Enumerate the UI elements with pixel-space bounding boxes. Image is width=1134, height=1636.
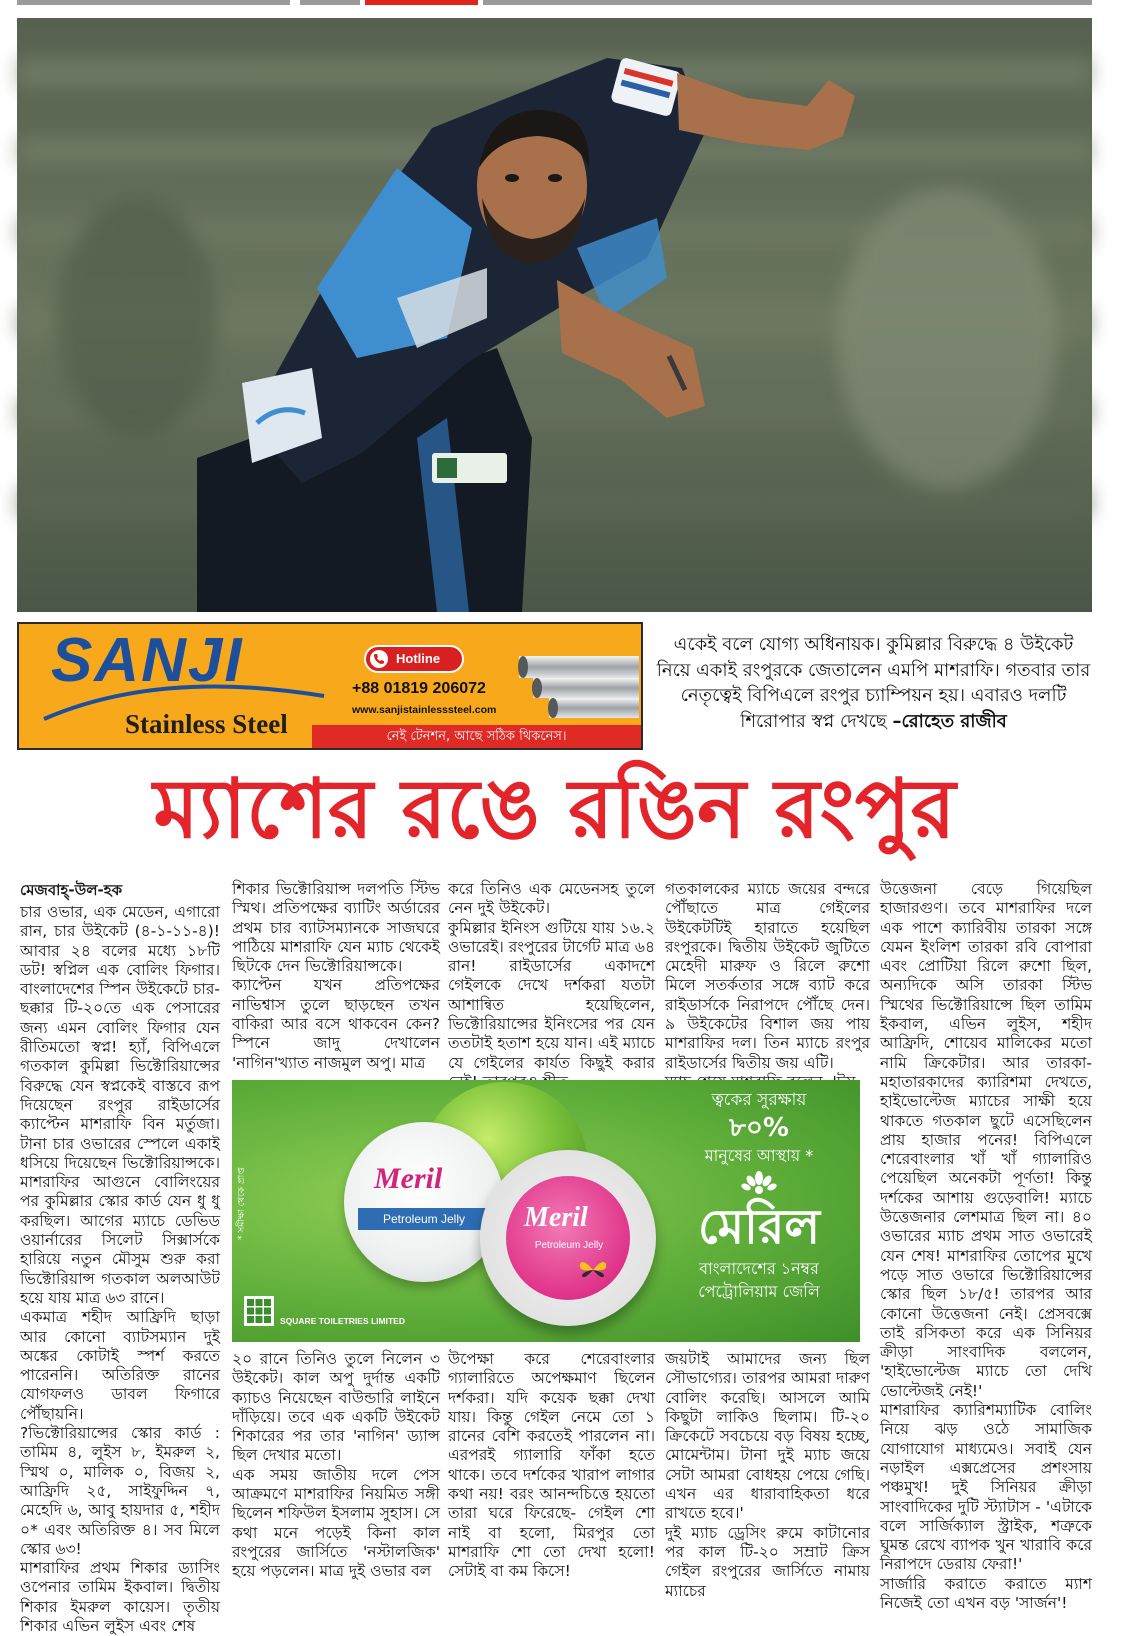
photo-credit: –রোহেত রাজীব	[892, 710, 1007, 732]
hotline-label: Hotline	[396, 651, 441, 666]
paragraph: উত্তেজনা বেড়ে গিয়েছিল হাজারগুণ। তবে মাশরাফির দলে এক পাশে ক্যারিবীয় তারকা সঙ্গে যেমন ইংলিশ তারকা রবি বোপারা এবং প্রোটিয়া রিলে রুশো ছিল, অন্যদিকে অসি তারকা স্টিভ স্মিথের ভিক্টোরিয়ান্সে ছিল তামিম ইকবাল, এভিন লুইস, শহীদ আফ্রিদি, শোয়েব মালিকের মতো নামি ক্রিকেটার। আর তারকা-মহাতারকাদের ক্যারিশমা দেখতে, হাইভোল্টেজ ম্যাচের সাক্ষী হয়ে থাকতে গতকাল ছুটে এসেছিলেন প্রায় হাজার পনের! বিপিএলে শেরেবাংলার খাঁ খাঁ গ্যালারিও পেয়েছিল অনেকটা পূর্ণতা! কিন্তু দর্শকের আশায় গুড়েবালি! ম্যাচে উত্তেজনার লেশমাত্র ছিল না। ৪০ ওভারের ম্যাচ প্রথম সাত ওভারেই যেন শেষ! মাশরাফির তোপের মুখে পড়ে সাত ওভারে ভিক্টোরিয়ান্সের স্কোর ছিল ১৮/৫! তারপর আর কোনো উত্তেজনা নেই। প্রেসবক্সে তাই রসিকতা করে এক সিনিয়র ক্রীড়া সাংবাদিক বললেন, 'হাইভোল্টেজ ম্যাচে তো দেখি ভোল্টেজই নেই!'	[880, 880, 1092, 1400]
paragraph: মাশরাফির প্রথম শিকার ড্যাসিং ওপেনার তামিম ইকবাল। দ্বিতীয় শিকার ইমরুল কায়েস। তৃতীয় শিকার এভিন লুইস এবং শেষ	[20, 1559, 220, 1635]
paragraph: দুই ম্যাচ ড্রেসিং রুমে কাটানোর পর কাল টি-২০ সম্রাট ক্রিস গেইল রংপুরের জার্সিতে নামায় ম্যাচের	[665, 1523, 870, 1600]
ad-percent: ৮০%	[729, 1113, 789, 1143]
ad-line-skin-protection: ত্বকের সুরক্ষায়	[711, 1090, 807, 1110]
top-rule-bar	[300, 0, 360, 5]
article-column-4-bottom	[665, 1350, 870, 1625]
meril-petroleum-jelly-ad	[232, 1080, 860, 1342]
headline: ম্যাশের রঙে রঙিন রংপুর	[153, 762, 956, 857]
article-column-2-bottom	[232, 1350, 440, 1625]
paragraph: ?ভিক্টোরিয়ান্সের স্কোর কার্ড : তামিম ৪, লুইস ৮, ইমরুল ২, স্মিথ ০, মালিক ০, বিজয় ২, আফ্রিদি ২৫, সাইফুদ্দিন ৭, মেহেদি ৬, আবু হায়দার ৫, শহীদ ০* এবং অতিরিক্ত ৪। সব মিলে স্কোর ৬৩!	[20, 1424, 220, 1558]
phone-icon	[369, 649, 389, 669]
company-name: SQUARE TOILETRIES LIMITED	[280, 1316, 405, 1326]
bowler-photo-illustration	[17, 18, 1092, 612]
ad-line-product: পেট্রোলিয়াম জেলি	[698, 1282, 820, 1301]
ad-line-number-one: বাংলাদেশের ১নম্বর	[699, 1259, 819, 1278]
top-rule-bar	[483, 0, 1092, 5]
meril-jar-back	[344, 1122, 504, 1282]
jar-product: Petroleum Jelly	[534, 1240, 604, 1251]
jar-label	[506, 1176, 630, 1300]
paragraph: চার ওভার, এক মেডেন, এগারো রান, চার উইকেট (৪-১-১১-৪)! আবার ২৪ বলের মধ্যে ১৮টি ডট! স্বপ্নিল এক বোলিং ফিগার। বাংলাদেশের স্পিন উইকেটে চার-ছক্কার টি-২০তে এক পেসারের জন্য এমন বোলিং ফিগার যেন রীতিমতো স্বপ্ন! হ্যাঁ, বিপিএলে গতকাল কুমিল্লা ভিক্টোরিয়ান্সের বিরুদ্ধে যেন স্বপ্নকেই বাস্তবে রূপ দিয়েছেন রংপুর রাইডার্সের ক্যাপ্টেন মাশরাফি বিন মর্তুজা। টানা চার ওভারের স্পেলে একাই ধসিয়ে দিয়েছেন ভিক্টোরিয়ান্সকে। মাশরাফির আগুনে বোলিংয়ের পর কুমিল্লার স্কোর কার্ড যেন ধু ধু করছিল। আগের ম্যাচে ডেভিড ওয়ার্নারের সিলেট সিক্সার্সকে হারিয়ে নতুন মৌসুম শুরু করা ভিক্টোরিয়ান্স গতকাল অলআউট হয়ে যায় মাত্র ৬৩ রানে।	[20, 903, 220, 1307]
paragraph: মাশরাফির ক্যারিশম্যাটিক বোলিং নিয়ে ঝড় ওঠে সামাজিক যোগাযোগ মাধ্যমেও। সবাই যেন নড়াইল এক্সপ্রেসের প্রশংসায় পঞ্চমুখ! দুই সিনিয়র ক্রীড়া সাংবাদিকের দুটি স্ট্যাটাস - 'এটাকে বলে সার্জিক্যাল স্ট্রাইক, শত্রুকে ঘুমন্ত রেখে ব্যাপক খুন খারাবি করে নিরাপদে ডেরায় ফেরা!'	[880, 1401, 1092, 1574]
lead-photo	[17, 18, 1092, 612]
sanji-subtitle: Stainless Steel	[125, 709, 288, 739]
survey-footnote: * সমীক্ষা থেকে প্রাপ্ত	[237, 1167, 247, 1240]
article-column-3-bottom	[448, 1350, 655, 1625]
sanji-logo: SANJI	[51, 626, 244, 695]
hotline-badge	[364, 645, 464, 673]
square-logo-icon	[244, 1296, 274, 1326]
flower-logo-icon	[742, 1170, 776, 1196]
paragraph: এক সময় জাতীয় দলে পেস আক্রমণে মাশরাফির নিয়মিত সঙ্গী ছিলেন শফিউল ইসলাম সুহাস। সে কথা মনে পড়েই কিনা কাল রংপুরের জার্সিতে 'নস্টালজিক' হয়ে পড়লেন। মাত্র দুই ওভার বল	[232, 1465, 440, 1581]
paragraph: গতকালকের ম্যাচে জয়ের বন্দরে পৌঁছাতে মাত্র গেইলের উইকেটটিই হারাতে হয়েছিল রংপুরকে। দ্বিতীয় উইকেট জুটিতে মেহেদী মারুফ ও রিলে রুশো মিলে সতর্কতার সঙ্গে ব্যাট করে রাইডার্সকে নিরাপদে পৌঁছে দেন। ৯ উইকেটের বিশাল জয় পায় মাশরাফির দল। তিন ম্যাচে রংপুর রাইডার্সের দ্বিতীয় জয় এটি।	[665, 880, 870, 1072]
sanji-stainless-steel-ad	[17, 622, 643, 750]
jar-brand: Meril	[374, 1162, 443, 1195]
sanji-tagline: নেই টেনশন, আছে সঠিক থিকনেস।	[312, 725, 641, 748]
top-rule-bar-accent	[365, 0, 478, 5]
top-rule-bar	[17, 0, 290, 5]
meril-jar-front	[480, 1150, 656, 1326]
byline: মেজবাহ্-উল-হক	[20, 881, 123, 899]
article-column-1	[20, 903, 220, 1635]
article-column-2-top	[232, 880, 440, 1075]
butterfly-icon	[578, 1258, 608, 1282]
paragraph: ক্যাপ্টেন যখন প্রতিপক্ষের নাভিশ্বাস তুলে ছাড়ছেন তখন বাকিরা আর বসে থাকবেন কেন? স্পিনে জাদু দেখালেন 'নাগিন'খ্যাত নাজমুল অপু। মাত্র	[232, 976, 440, 1072]
article-column-3-top	[448, 880, 655, 1075]
paragraph: শিকার ভিক্টোরিয়ান্স দলপতি স্টিভ স্মিথ। প্রতিপক্ষের ব্যাটিং অর্ডারের প্রথম চার ব্যাটসম্যানকে সাজঘরে পাঠিয়ে মাশরাফি যেন ম্যাচ থেকেই ছিটকে দেন ভিক্টোরিয়ান্সকে।	[232, 880, 440, 976]
ad-line-trust: মানুষের আস্থায় *	[704, 1146, 814, 1165]
paragraph: একমাত্র শহীদ আফ্রিদি ছাড়া আর কোনো ব্যাটসম্যান দুই অঙ্কের কোটাই স্পর্শ করতে পারেননি। অতিরিক্ত রানের যোগফলও ডাবল ফিগারে পৌঁছায়নি।	[20, 1308, 220, 1423]
jar-brand: Meril	[524, 1202, 588, 1233]
article-column-5	[880, 880, 1092, 1625]
meril-brand-bengali: মেরিল	[697, 1199, 821, 1255]
website-text: www.sanjistainlesssteel.com	[352, 704, 497, 716]
steel-pipes-icon	[519, 648, 639, 728]
meril-ad-copy	[664, 1088, 854, 1338]
paragraph: ২০ রানে তিনিও তুলে নিলেন ৩ উইকেট। কাল অপু দুর্দান্ত একটি ক্যাচও নিয়েছেন বাউন্ডারি লাইনে দাঁড়িয়ে। তবে এক একটি উইকেট শিকারের পর তার 'নাগিন' ড্যান্স ছিল দেখার মতো।	[232, 1350, 440, 1465]
jar-product: Petroleum Jelly	[358, 1208, 490, 1230]
paragraph: উপেক্ষা করে শেরেবাংলার গ্যালারিতে অপেক্ষমাণ ছিলেন দর্শকরা। যদি কয়েক ছক্কা দেখা যায়। কিন্তু গেইল নেমে তো ১ রানের বেশি করতেই পারলেন না। এরপরই গ্যালারি ফাঁকা হতে থাকে। তবে দর্শকের খারাপ লাগার কথা নয়! বরং আনন্দচিত্তে হয়তো তারা ঘরে ফিরেছে- গেইল শো নাই বা হলো, মিরপুর তো মাশরাফি শো তো দেখা হলো! সেটাই বা কম কিসে!	[448, 1350, 655, 1581]
paragraph: জয়টাই আমাদের জন্য ছিল সৌভাগ্যের। তারপর আমরা দারুণ বোলিং করেছি। আসলে আমি কিছুটা লাকিও ছিলাম। টি-২০ ক্রিকেটে সবচেয়ে বড় বিষয় হচ্ছে, মোমেন্টাম। টানা দুই ম্যাচ জয়ে সেটা আমরা বোধহয় পেয়ে গেছি। এখন এর ধারাবাহিকতা ধরে রাখতে হবে।'	[665, 1350, 870, 1523]
photo-caption	[655, 632, 1092, 744]
caption-text: একেই বলে যোগ্য অধিনায়ক। কুমিল্লার বিরুদ্ধে ৪ উইকেট নিয়ে একাই রংপুরকে জেতালেন এমপি মাশরাফি। গতবার তার নেতৃত্বেই বিপিএলে রংপুর চ্যাম্পিয়ন হয়। এবারও দলটি শিরোপার স্বপ্ন দেখছে	[656, 634, 1091, 732]
paragraph: সার্জারি করাতে করাতে ম্যাশ নিজেই তো এখন বড় 'সার্জন'!	[880, 1574, 1092, 1612]
article-column-4-top	[665, 880, 870, 1075]
hotline-number: +88 01819 206072	[352, 680, 486, 697]
paragraph: করে তিনিও এক মেডেনসহ তুলে নেন দুই উইকেট।	[448, 880, 655, 918]
paragraph: কুমিল্লার ইনিংস গুটিয়ে যায় ১৬.২ ওভারেই। রংপুরের টার্গেট মাত্র ৬৪ রান! রাইডার্সের একাদশে গেইলকে দেখে দর্শকরা যতটা আশান্বিত হয়েছিলেন, ভিক্টোরিয়ান্সের ইনিংসের পর যেন ততটাই হতাশ হয়ে যান। এই ম্যাচে যে গেইলের কার্যত কিছুই করার	[448, 918, 655, 1072]
